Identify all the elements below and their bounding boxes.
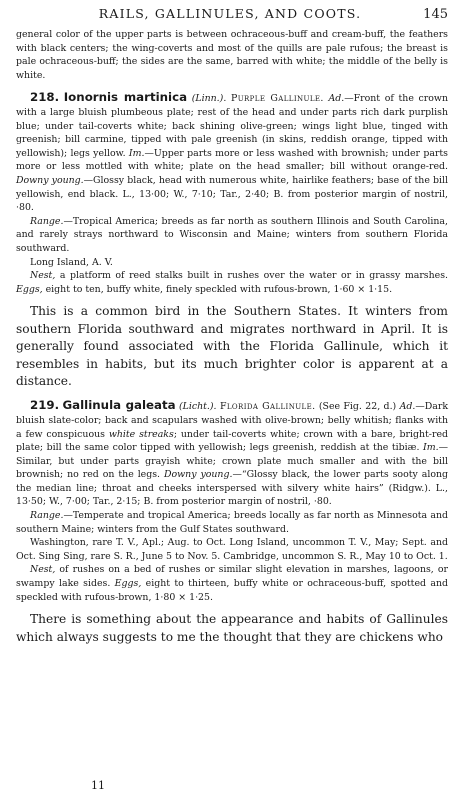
species-number: 218.: [30, 90, 60, 105]
species-219-nest: [16, 563, 448, 604]
adult-description-part-2: ; under tail-coverts white; crown with a bare, bright-red plate; bill the same color tipped with yellowish; legs greenish, reddish at the tibiæ.: [16, 428, 449, 454]
eggs-description: eight to thirteen, buffy white or ochraceous-buff, spotted and speckled with rufous-brown, 1·80 × 1·25.: [16, 578, 448, 603]
species-219-local-records: Washington, rare T. V., Apl.; Aug. to Oct. Long Island, uncommon T. V., May; Sept. and Oct. Sing Sing, rare S. R., June 5 to Nov. 5. Cambridge, uncommon S. R., May 10 to Oct. 1.: [16, 537, 448, 562]
species-name: Ionornis martinica: [63, 90, 188, 105]
common-name: Florida Gallinule.: [219, 401, 316, 413]
adult-description-part-1: —Dark bluish slate-color; back and scapulars washed with olive-brown; belly whitish; flanks with a few conspicuous: [16, 401, 449, 440]
eggs-label: Eggs,: [16, 283, 43, 295]
range-description: —Temperate and tropical America; breeds locally as far north as Minnesota and southern Maine; winters from the Gulf States southward.: [16, 510, 448, 535]
nest-label: Nest,: [30, 564, 56, 576]
species-218-description: [16, 91, 448, 214]
nest-label: Nest,: [30, 270, 56, 282]
immature-label: Im.: [423, 442, 439, 454]
page-header: [16, 6, 448, 28]
eggs-label: Eggs,: [114, 578, 142, 590]
species-218-local-records: Long Island, A. V.: [30, 256, 113, 268]
running-head: RAILS, GALLINULES, AND COOTS.: [98, 6, 362, 21]
range-label: Range.: [30, 215, 64, 227]
species-name: Gallinula galeata: [62, 398, 176, 413]
immature-description: —Upper parts more or less washed with brownish; under parts more or less mottled with white; plate on the head smaller; bill without orange-red.: [16, 147, 448, 173]
species-authority: (Linn.).: [191, 93, 227, 105]
range-description: —Tropical America; breeds as far north as southern Illinois and South Carolina, and rarely strays northward to Wisconsin and Maine; winters from southern Florida southward.: [16, 215, 448, 254]
eggs-description: eight to ten, buffy white, finely speckled with rufous-brown, 1·60 × 1·15.: [42, 283, 393, 295]
species-218-range: [16, 215, 448, 256]
downy-young-label: Downy young.: [16, 174, 84, 186]
downy-young-description: —“Glossy black, the lower parts sooty along the median line; throat and cheeks interspersed with silvery white hairs” (Ridgw.). L., 13·50; W., 7·00; Tar., 2·15; B. from posterior margin of nostril, ·80.: [16, 469, 448, 508]
nest-description: of rushes on a bed of rushes or similar slight elevation in marshes, lagoons, or swampy lake sides.: [16, 564, 448, 590]
immature-label: Im.: [128, 147, 145, 159]
intro-paragraph: general color of the upper parts is between ochraceous-buff and cream-buff, the feathers with black centers; the wing-coverts and most of the quills are pale rufous; the breast is pale ochraceous-buff; the sides are the same, barred with white; the middle of the belly is white.: [16, 29, 448, 81]
species-218-remarks: This is a common bird in the Southern States. It winters from southern Florida southward and migrates northward in April. It is generally found associated with the Florida Gallinule, which it resembles in habits, but its much brighter color is apparent at a distance.: [16, 304, 448, 388]
immature-description: —Similar, but under parts grayish white; crown plate much smaller and with the bill brownish; no red on the legs.: [16, 442, 448, 481]
downy-young-description: —Glossy black, head with numerous white, hairlike feathers; base of the bill yellowish, end black. L., 13·00; W., 7·10; Tar., 2·40; B. from posterior margin of nostril, ·80.: [16, 174, 449, 214]
species-number: 219.: [30, 398, 60, 413]
signature-mark: 11: [91, 779, 105, 792]
adult-description: —Front of the crown with a large bluish plumbeous plate; rest of the head and under parts rich dark purplish blue; under tail-coverts white; back shining olive-green; wings light blue, tinged with greenish; bill carmine, tipped with pale greenish (in skins, reddish orange, tipped with yellowish); legs yellow.: [16, 93, 448, 159]
species-218-nest: [16, 269, 448, 296]
species-219-description: [16, 399, 448, 509]
adult-label: Ad.: [328, 93, 345, 105]
nest-description: a platform of reed stalks built in rushes over the water or in grassy marshes.: [55, 270, 448, 282]
white-streaks-emphasis: white streaks: [108, 428, 174, 440]
species-authority: (Licht.).: [178, 401, 217, 413]
adult-label: Ad.: [399, 401, 416, 413]
figure-reference: (See Fig. 22, d.): [315, 401, 397, 413]
range-label: Range.: [30, 510, 64, 522]
page-number: 145: [423, 7, 448, 22]
common-name: Purple Gallinule.: [230, 93, 324, 105]
species-219-remarks: There is something about the appearance and habits of Gallinules which always suggests to me the thought that they are chickens who: [16, 612, 448, 644]
downy-young-label: Downy young.: [163, 469, 233, 481]
species-219-range: [16, 509, 448, 536]
